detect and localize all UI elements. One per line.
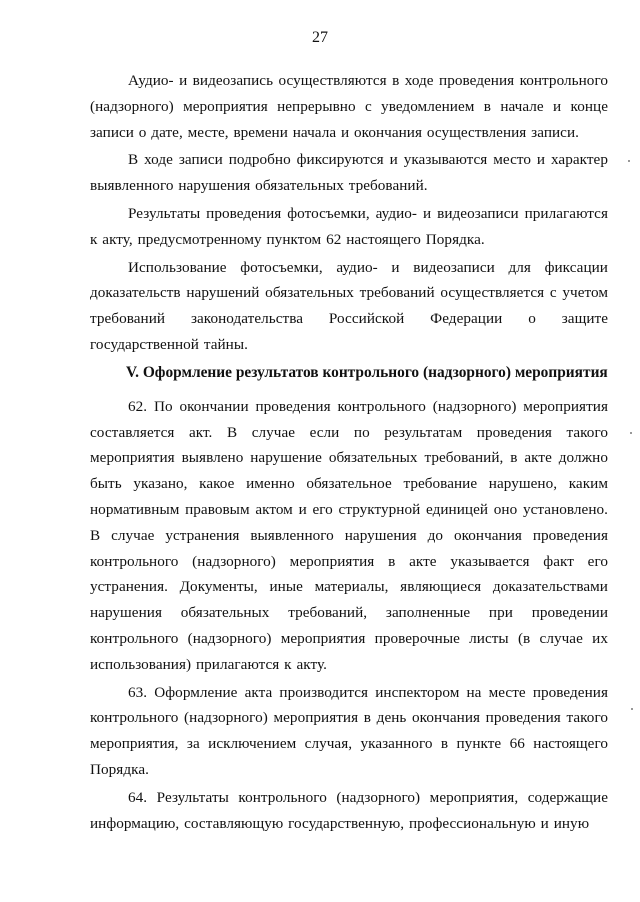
paragraph-audio-video: Аудио- и видеозапись осуществляются в ходе проведения контрольного (надзорного) мероприятия непрерывно с уведомлением в начале и конце записи о дате, месте, времени начала и окончания осуществления записи. xyxy=(90,72,608,141)
scan-speck xyxy=(631,708,633,710)
paragraph-63: 63. Оформление акта производится инспектором на месте проведения контрольного (надзорного) мероприятия в день окончания проведения такого мероприятия, за исключением случая, указанного в пункте 66 настоящего Порядка. xyxy=(90,683,608,778)
document-body xyxy=(90,68,608,838)
scan-speck xyxy=(628,160,630,162)
paragraph-recording-details: В ходе записи подробно фиксируются и указываются место и характер выявленного нарушения обязательных требований. xyxy=(90,151,608,195)
page-number: 27 xyxy=(312,29,328,46)
paragraph-62: 62. По окончании проведения контрольного (надзорного) мероприятия составляется акт. В случае если по результатам проведения такого мероприятия выявлено нарушение обязательных требований, в акте должно быть указано, какое именно обязательное требование нарушено, каким нормативным правовым актом и его структурной единицей оно установлено. В случае устранения выявленного нарушения до окончания проведения контрольного (надзорного) мероприятия в акте указывается факт его устранения. Документы, иные материалы, являющиеся доказательствами нарушения обязательных требований, заполненные при проведении контрольного (надзорного) мероприятия проверочные листы (в случае их использования) прилагаются к акту. xyxy=(90,397,608,673)
section-heading: V. Оформление результатов контрольного (надзорного) мероприятия xyxy=(126,363,608,381)
paragraph-attachments: Результаты проведения фотосъемки, аудио- и видеозаписи прилагаются к акту, предусмотренному пунктом 62 настоящего Порядка. xyxy=(90,204,608,248)
scan-speck xyxy=(630,432,632,434)
paragraph-64: 64. Результаты контрольного (надзорного) мероприятия, содержащие информацию, составляющую государственную, профессиональную и иную xyxy=(90,788,608,832)
paragraph-state-secret: Использование фотосъемки, аудио- и видеозаписи для фиксации доказательств нарушений обязательных требований осуществляется с учетом требований законодательства Российской Федерации о защите государственной тайны. xyxy=(90,258,608,353)
